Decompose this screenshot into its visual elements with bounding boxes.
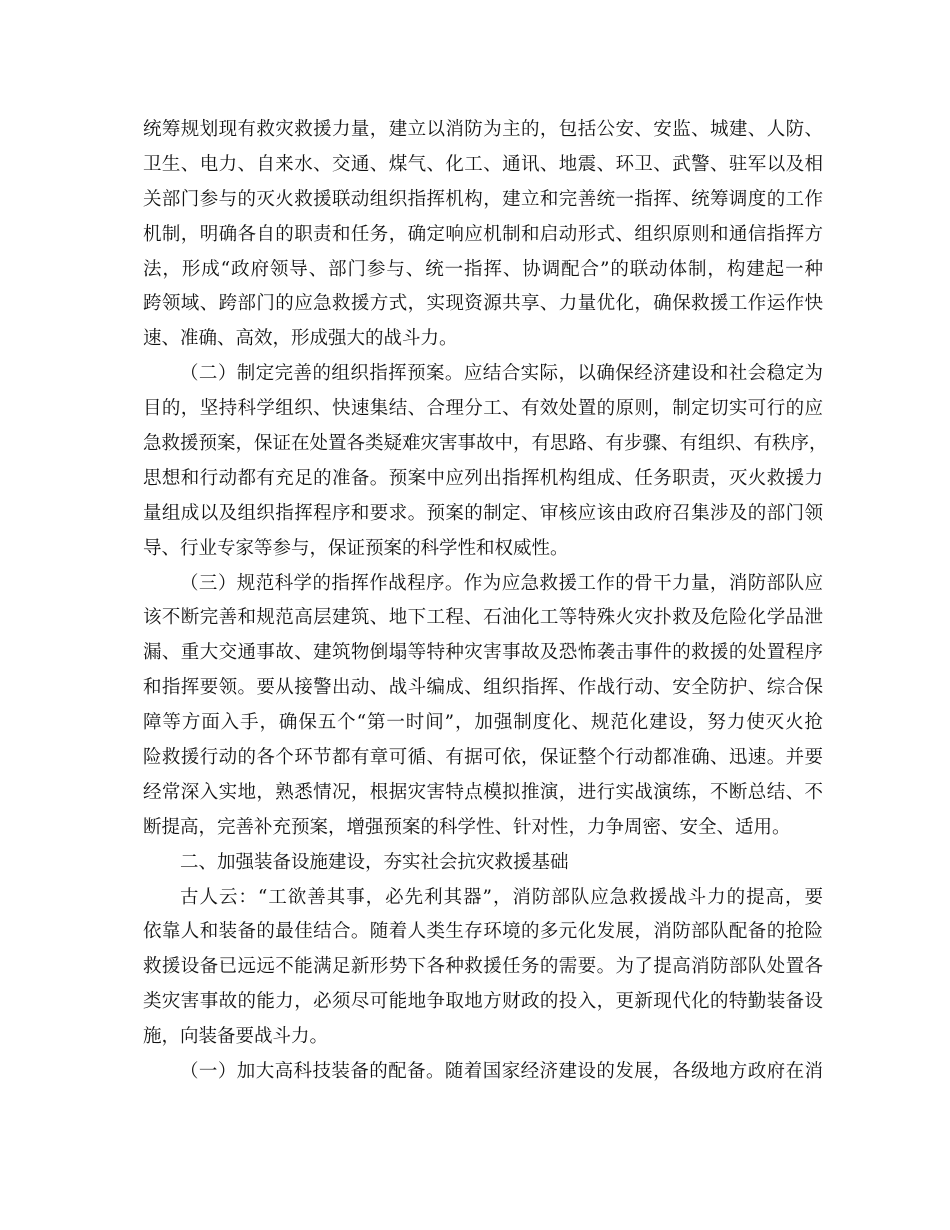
text-line: 急救援预案，保证在处置各类疑难灾害事故中，有思路、有步骤、有组织、有秩序， [143,433,828,455]
text-line: （三）规范科学的指挥作战程序。作为应急救援工作的骨干力量，消防部队应 [180,572,823,594]
text-line: 障等方面入手，确保五个“第一时间”，加强制度化、规范化建设，努力使灭火抢 [143,712,823,734]
text-line: 导、行业专家等参与，保证预案的科学性和权威性。 [143,537,569,559]
text-line: 卫生、电力、自来水、交通、煤气、化工、通讯、地震、环卫、武警、驻军以及相 [143,153,823,175]
text-line: 机制，明确各自的职责和任务，确定响应机制和启动形式、组织原则和通信指挥方 [143,223,823,245]
text-line: 险救援行动的各个环节都有章可循、有据可依，保证整个行动都准确、迅速。并要 [143,747,823,769]
text-line: 二、加强装备设施建设，夯实社会抗灾救援基础 [180,851,569,873]
text-line: 跨领域、跨部门的应急救援方式，实现资源共享、力量优化，确保救援工作运作快 [143,293,823,315]
text-line: 速、准确、高效，形成强大的战斗力。 [143,328,458,350]
text-line: 量组成以及组织指挥程序和要求。预案的制定、审核应该由政府召集涉及的部门领 [143,502,823,524]
text-line: 目的，坚持科学组织、快速集结、合理分工、有效处置的原则，制定切实可行的应 [143,398,823,420]
document-body [143,113,828,1090]
text-line: 关部门参与的灭火救援联动组织指挥机构，建立和完善统一指挥、统筹调度的工作 [143,188,823,210]
text-line: （一）加大高科技装备的配备。随着国家经济建设的发展，各级地方政府在消 [180,1061,823,1083]
text-line: 经常深入实地，熟悉情况，根据灾害特点模拟推演，进行实战演练，不断总结、不 [143,781,823,803]
text-line: 思想和行动都有充足的准备。预案中应列出指挥机构组成、任务职责，灭火救援力 [143,467,823,489]
text-line: 统筹规划现有救灾救援力量，建立以消防为主的，包括公安、安监、城建、人防、 [143,119,823,140]
text-line: 该不断完善和规范高层建筑、地下工程、石油化工等特殊火灾扑救及危险化学品泄 [143,607,823,629]
text-line: 断提高，完善补充预案，增强预案的科学性、针对性，力争周密、安全、适用。 [143,816,791,838]
text-line: 类灾害事故的能力，必须尽可能地争取地方财政的投入，更新现代化的特勤装备设 [143,991,823,1013]
text-line: 救援设备已远远不能满足新形势下各种救援任务的需要。为了提高消防部队处置各 [143,956,823,978]
text-line: 法，形成“政府领导、部门参与、统一指挥、协调配合”的联动体制，构建起一种 [143,258,823,280]
text-line: 施，向装备要战斗力。 [143,1026,329,1048]
text-line: （二）制定完善的组织指挥预案。应结合实际，以确保经济建设和社会稳定为 [180,363,823,385]
text-line: 和指挥要领。要从接警出动、战斗编成、组织指挥、作战行动、安全防护、综合保 [143,677,823,699]
text-line: 漏、重大交通事故、建筑物倒塌等特种灾害事故及恐怖袭击事件的救援的处置程序 [143,642,823,664]
text-line: 古人云：“工欲善其事，必先利其器”，消防部队应急救援战斗力的提高，要 [180,886,823,908]
text-line: 依靠人和装备的最佳结合。随着人类生存环境的多元化发展，消防部队配备的抢险 [143,921,823,943]
